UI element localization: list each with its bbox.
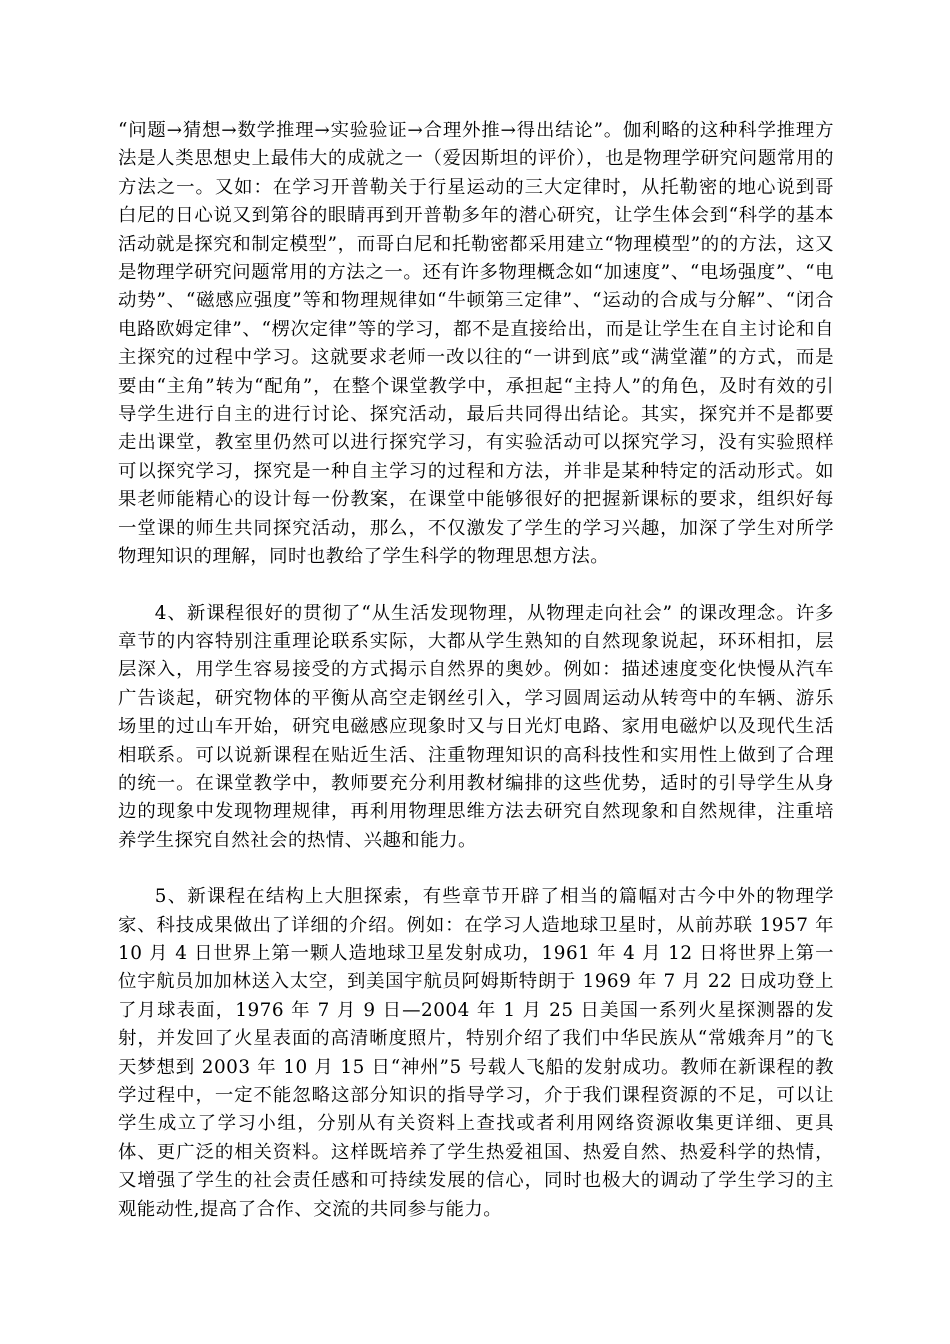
paragraph-gap: [118, 572, 834, 600]
paragraph-gap: [118, 855, 834, 883]
paragraph-point-4: 4、新课程很好的贯彻了“从生活发现物理，从物理走向社会” 的课改理念。许多章节的内容特别注重理论联系实际，大都从学生熟知的自然现象说起，环环相扣，层层深入，用学生容易接受的方式揭示自然界的奥妙。例如：描述速度变化快慢从汽车广告谈起，研究物体的平衡从高空走钢丝引入，学习圆周运动从转弯中的车辆、游乐场里的过山车开始，研究电磁感应现象时又与日光灯电路、家用电磁炉以及现代生活相联系。可以说新课程在贴近生活、注重物理知识的高科技性和实用性上做到了合理的统一。在课堂教学中，教师要充分利用教材编排的这些优势，适时的引导学生从身边的现象中发现物理规律，再利用物理思维方法去研究自然现象和自然规律，注重培养学生探究自然社会的热情、兴趣和能力。: [118, 602, 834, 851]
paragraph-continued-method: “问题→猜想→数学推理→实验验证→合理外推→得出结论”。伽利略的这种科学推理方法是人类思想史上最伟大的成就之一（爱因斯坦的评价），也是物理学研究问题常用的方法之一。又如：在学习开普勒关于行星运动的三大定律时，从托勒密的地心说到哥白尼的日心说又到第谷的眼睛再到开普勒多年的潜心研究，让学生体会到“科学的基本活动就是探究和制定模型”，而哥白尼和托勒密都采用建立“物理模型”的的方法，这又是物理学研究问题常用的方法之一。还有许多物理概念如“加速度”、“电场强度”、“电动势”、“磁感应强度”等和物理规律如“牛顿第三定律”、“运动的合成与分解”、“闭合电路欧姆定律”、“楞次定律”等的学习，都不是直接给出，而是让学生在自主讨论和自主探究的过程中学习。这就要求老师一改以往的“一讲到底”或“满堂灌”的方式，而是要由“主角”转为“配角”，在整个课堂教学中，承担起“主持人”的角色，及时有效的引导学生进行自主的进行讨论、探究活动，最后共同得出结论。其实，探究并不是都要走出课堂，教室里仍然可以进行探究学习，有实验活动可以探究学习，没有实验照样可以探究学习，探究是一种自主学习的过程和方法，并非是某种特定的活动形式。如果老师能精心的设计每一份教案，在课堂中能够很好的把握新课标的要求，组织好每一堂课的师生共同探究活动，那么，不仅激发了学生的学习兴趣，加深了学生对所学物理知识的理解，同时也教给了学生科学的物理思想方法。: [118, 120, 834, 568]
document-body: [118, 117, 834, 1224]
paragraph-point-5: 5、新课程在结构上大胆探索，有些章节开辟了相当的篇幅对古今中外的物理学家、科技成果做出了详细的介绍。例如：在学习人造地球卫星时，从前苏联 1957 年 10 月 4 日世界上第一颗人造地球卫星发射成功，1961 年 4 月 12 日将世界上第一位宇航员加加林送入太空，到美国宇航员阿姆斯特朗于 1969 年 7 月 22 日成功登上了月球表面，1976 年 7 月 9 日—2004 年 1 月 25 日美国一系列火星探测器的发射，并发回了火星表面的高清晰度照片，特别介绍了我们中华民族从“常娥奔月”的飞天梦想到 2003 年 10 月 15 日“神州”5 号载人飞船的发射成功。教师在新课程的教学过程中，一定不能忽略这部分知识的指导学习，介于我们课程资源的不足，可以让学生成立了学习小组，分别从有关资料上查找或者利用网络资源收集更详细、更具体、更广泛的相关资料。这样既培养了学生热爱祖国、热爱自然、热爱科学的热情，又增强了学生的社会责任感和可持续发展的信心，同时也极大的调动了学生学习的主观能动性,提高了合作、交流的共同参与能力。: [118, 886, 834, 1220]
